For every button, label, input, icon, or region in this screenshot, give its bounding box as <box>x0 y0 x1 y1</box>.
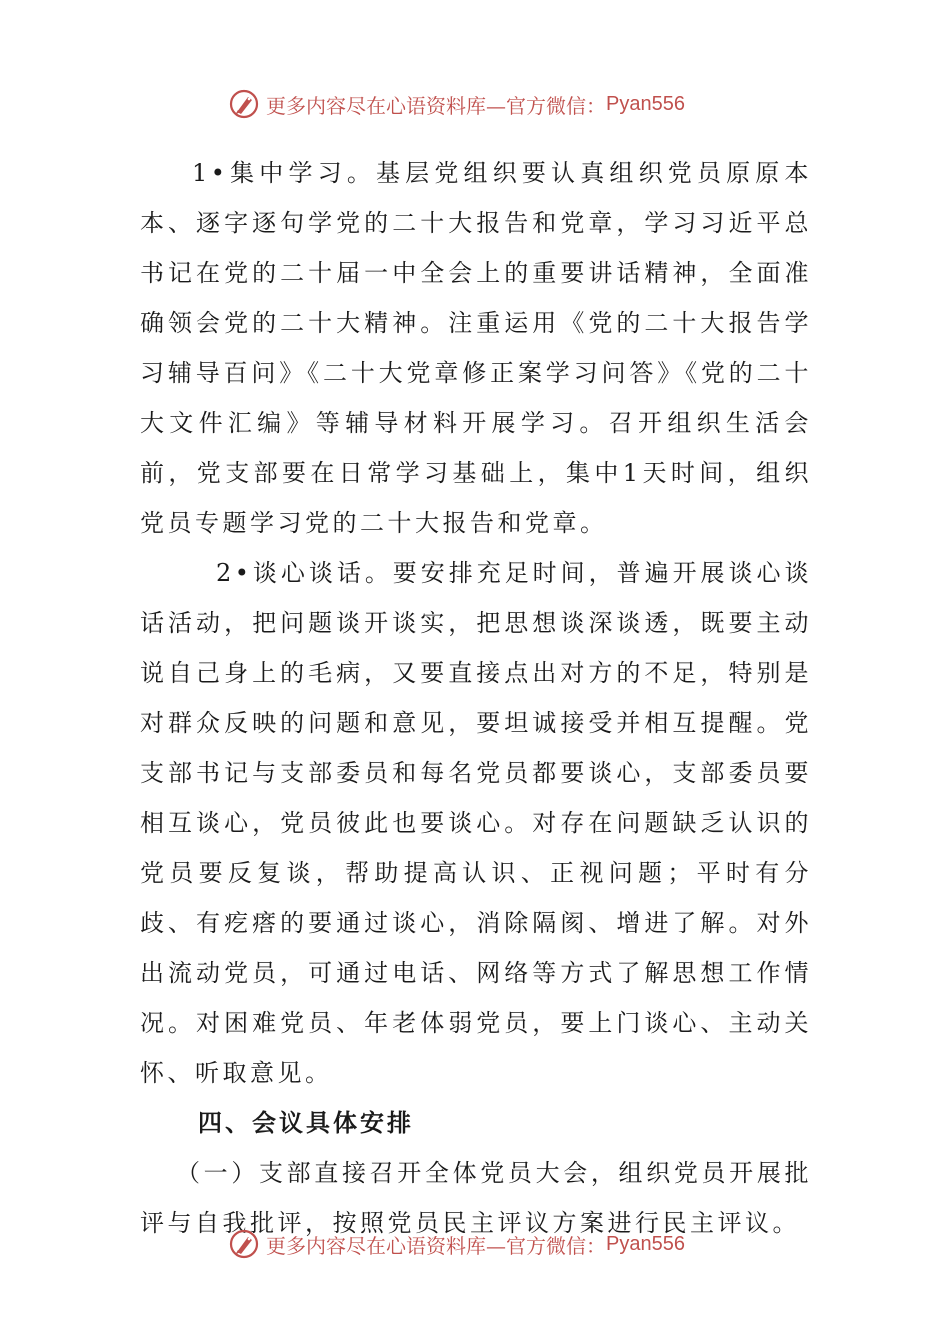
watermark-text: 更多内容尽在心语资料库—官方微信： <box>266 93 606 118</box>
watermark-text: 更多内容尽在心语资料库—官方微信： <box>266 1233 606 1258</box>
pen-nib-circle-logo <box>228 88 260 120</box>
section-heading-meeting-arrangements: 四、会议具体安排 <box>198 1109 414 1137</box>
watermark-handle: Pyan556 <box>606 1232 685 1255</box>
paragraph-centralized-study: 1•集中学习。基层党组织要认真组织党员原原本本、逐字逐句学党的二十大报告和党章，学习习近平总书记在党的二十届一中全会上的重要讲话精神，全面准确领会党的二十大精神。注重运用《党的二十大报告学习辅导百问》《二十大党章修正案学习问答》《党的二十大文件汇编》等辅导材料开展学习。召开组织生活会前，党支部要在日常学习基础上，集中1天时间，组织党员专题学习党的二十大报告和党章。 <box>140 159 812 537</box>
pen-nib-circle-logo <box>228 1228 260 1260</box>
document-body <box>140 148 812 1248</box>
watermark-banner-top <box>228 86 748 122</box>
paragraph-heart-to-heart-talks: 2•谈心谈话。要安排充足时间，普遍开展谈心谈话活动，把问题谈开谈实，把思想谈深谈透，既要主动说自己身上的毛病，又要直接点出对方的不足，特别是对群众反映的问题和意见，要坦诚接受并相互提醒。党支部书记与支部委员和每名党员都要谈心，支部委员要相互谈心，党员彼此也要谈心。对存在问题缺乏认识的党员要反复谈，帮助提高认识、正视问题；平时有分歧、有疙瘩的要通过谈心，消除隔阂、增进了解。对外出流动党员，可通过电话、网络等方式了解思想工作情况。对困难党员、年老体弱党员，要上门谈心、主动关怀、听取意见。 <box>140 559 812 1087</box>
paragraph-party-member-assembly: （一）支部直接召开全体党员大会，组织党员开展批评与自我批评，按照党员民主评议方案进行民主评议。 <box>140 1159 812 1237</box>
watermark-handle: Pyan556 <box>606 92 685 115</box>
watermark-banner-bottom <box>228 1226 748 1262</box>
